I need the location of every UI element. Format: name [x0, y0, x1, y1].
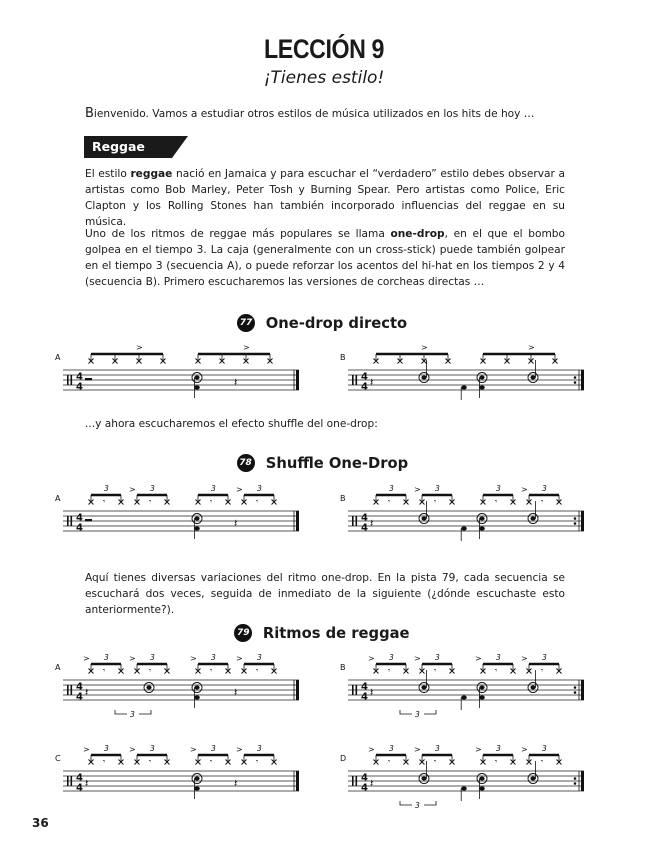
track-77-heading	[0, 310, 648, 332]
paragraph-reggae-history	[85, 166, 565, 230]
accent-mark: >	[521, 745, 528, 754]
accent-mark: >	[129, 745, 136, 754]
clef-bar	[356, 685, 358, 695]
clef-bar	[356, 776, 358, 786]
bass-drum-note	[194, 786, 200, 790]
triplet-number: 3	[257, 744, 262, 753]
clef-bar	[352, 685, 354, 695]
staff-77-b	[340, 340, 590, 400]
time-sig-bottom: 4	[76, 522, 83, 534]
triplet-number: 3	[104, 744, 109, 753]
accent-mark: >	[129, 654, 136, 663]
staff-label: B	[340, 494, 346, 503]
lesson-subtitle: ¡Tienes estilo!	[263, 68, 385, 88]
staff-79-a	[55, 647, 305, 727]
triplet-number: 3	[435, 484, 440, 493]
track-number-badge: 77	[237, 314, 255, 332]
eighth-rest: 𝄾	[210, 757, 213, 766]
quarter-rest: 𝄽	[234, 517, 238, 530]
paragraph-variations: Aquí tienes diversas variaciones del ritmo one-drop. En la pista 79, cada secuencia se escuchará dos veces, seguida de inmediato de la siguiente (¿dónde escuchaste esto anteriormente?).	[85, 572, 565, 616]
bass-drum-note	[194, 695, 200, 699]
bass-drum-note	[461, 786, 467, 790]
eighth-rest: 𝄾	[541, 757, 544, 766]
quarter-rest: 𝄽	[85, 777, 89, 790]
clef-bar	[67, 516, 69, 526]
time-sig-bottom: 4	[361, 691, 368, 703]
accent-mark: >	[414, 745, 421, 754]
triplet-number: 3	[257, 484, 262, 493]
clef-bar	[352, 375, 354, 385]
staff-label: B	[340, 663, 346, 672]
snare-note	[530, 517, 535, 521]
final-barline	[581, 680, 584, 700]
time-sig-bottom: 4	[76, 782, 83, 794]
clef-bar	[71, 516, 73, 526]
time-sig-top: 4	[361, 681, 368, 693]
staff-78-b	[340, 478, 590, 548]
eighth-rest: 𝄾	[210, 497, 213, 506]
snare-note	[421, 777, 426, 781]
intro-initial: B	[85, 106, 94, 121]
time-sig-bottom: 4	[76, 381, 83, 393]
time-sig-top: 4	[361, 512, 368, 524]
accent-mark: >	[236, 485, 243, 494]
staff-label: D	[340, 754, 347, 763]
staff-label: A	[55, 353, 61, 362]
final-barline	[296, 771, 299, 791]
accent-mark: >	[368, 654, 375, 663]
accent-mark: >	[475, 654, 482, 663]
eighth-rest: 𝄾	[495, 757, 498, 766]
bass-drum-note	[461, 526, 467, 530]
bass-drum-note	[461, 695, 467, 699]
triplet-number: 3	[435, 744, 440, 753]
track-78-heading	[0, 450, 648, 472]
accent-mark: >	[521, 654, 528, 663]
snare-note	[479, 376, 484, 380]
quarter-rest: 𝄽	[370, 517, 374, 530]
repeat-dot	[574, 782, 577, 785]
eighth-rest: 𝄾	[149, 757, 152, 766]
track-79-heading	[0, 620, 648, 642]
triplet-number: 3	[130, 710, 135, 719]
quarter-rest: 𝄽	[234, 777, 238, 790]
triplet-number: 3	[389, 653, 394, 662]
triplet-number: 3	[211, 744, 216, 753]
clef-bar	[356, 516, 358, 526]
quarter-rest: 𝄽	[234, 686, 238, 699]
para2-bold: one-drop	[390, 228, 445, 240]
accent-mark: >	[136, 343, 143, 352]
repeat-dot	[574, 777, 577, 780]
repeat-dot	[574, 686, 577, 689]
clef-bar	[352, 516, 354, 526]
bass-drum-note	[194, 385, 200, 389]
quarter-rest: 𝄽	[370, 777, 374, 790]
eighth-rest: 𝄾	[388, 757, 391, 766]
snare-note	[530, 376, 535, 380]
time-sig-top: 4	[76, 681, 83, 693]
track-number-badge: 79	[234, 624, 252, 642]
time-sig-bottom: 4	[361, 522, 368, 534]
eighth-rest: 𝄾	[103, 757, 106, 766]
snare-note	[479, 777, 484, 781]
snare-note	[194, 376, 199, 380]
snare-note	[194, 517, 199, 521]
eighth-rest: 𝄾	[149, 497, 152, 506]
track-title: One-drop directo	[265, 314, 408, 332]
final-barline	[296, 680, 299, 700]
staff-77-a	[55, 340, 305, 400]
accent-mark: >	[236, 745, 243, 754]
staff-78-a	[55, 478, 305, 548]
final-barline	[581, 370, 584, 390]
bass-drum-note	[461, 385, 467, 389]
snare-note	[530, 777, 535, 781]
snare-note	[146, 686, 151, 690]
half-rest	[85, 519, 92, 521]
time-sig-bottom: 4	[361, 782, 368, 794]
clef-bar	[356, 375, 358, 385]
bass-drum-note	[194, 526, 200, 530]
time-sig-top: 4	[76, 512, 83, 524]
final-barline	[581, 771, 584, 791]
triplet-number: 3	[435, 653, 440, 662]
repeat-dot	[574, 691, 577, 694]
time-sig-bottom: 4	[361, 381, 368, 393]
accent-mark: >	[129, 485, 136, 494]
accent-mark: >	[421, 343, 428, 352]
section-label: Reggae	[92, 139, 145, 154]
repeat-dot	[574, 381, 577, 384]
clef-bar	[71, 685, 73, 695]
eighth-rest: 𝄾	[541, 497, 544, 506]
staff-label: B	[340, 353, 346, 362]
accent-mark: >	[83, 654, 90, 663]
eighth-rest: 𝄾	[434, 497, 437, 506]
accent-mark: >	[414, 654, 421, 663]
triplet-number: 3	[104, 653, 109, 662]
bass-drum-note	[479, 526, 485, 530]
triplet-number: 3	[211, 484, 216, 493]
triplet-number: 3	[150, 484, 155, 493]
time-sig-top: 4	[361, 772, 368, 784]
triplet-number: 3	[542, 653, 547, 662]
clef-bar	[352, 776, 354, 786]
intro-text: ienvenido. Vamos a estudiar otros estilos de música utilizados en los hits de hoy …	[93, 108, 535, 120]
eighth-rest: 𝄾	[434, 757, 437, 766]
eighth-rest: 𝄾	[388, 497, 391, 506]
bass-drum-note	[479, 695, 485, 699]
repeat-dot	[574, 376, 577, 379]
accent-mark: >	[190, 745, 197, 754]
eighth-rest: 𝄾	[495, 666, 498, 675]
para1-text-a: El estilo	[85, 168, 131, 180]
eighth-rest: 𝄾	[256, 666, 259, 675]
clef-bar	[71, 776, 73, 786]
accent-mark: >	[528, 343, 535, 352]
triplet-number: 3	[257, 653, 262, 662]
time-sig-top: 4	[76, 371, 83, 383]
para2-text-a: Uno de los ritmos de reggae más populares se llama	[85, 228, 391, 240]
accent-mark: >	[190, 654, 197, 663]
triplet-number: 3	[542, 484, 547, 493]
eighth-rest: 𝄾	[541, 666, 544, 675]
snare-note	[479, 686, 484, 690]
para2-text-b: , en el que el bombo golpea en el tiempo 3. La caja (generalmente con un cross-stick) puede también golpear en el tiempo 3 (secuencia A), o puede reforzar los acentos del hi-hat en los tiempos 2 y 4 (secuencia B). Primero escucharemos las versiones de corcheas directas …	[85, 228, 565, 288]
staff-label: A	[55, 663, 61, 672]
time-sig-top: 4	[361, 371, 368, 383]
triplet-number: 3	[415, 710, 420, 719]
bass-drum-note	[479, 385, 485, 389]
snare-note	[194, 686, 199, 690]
triplet-number: 3	[104, 484, 109, 493]
intro-paragraph	[85, 106, 565, 122]
accent-mark: >	[243, 343, 250, 352]
track-title: Shuffle One-Drop	[265, 454, 408, 472]
eighth-rest: 𝄾	[495, 497, 498, 506]
staff-label: C	[55, 754, 61, 763]
snare-note	[530, 686, 535, 690]
eighth-rest: 𝄾	[103, 497, 106, 506]
triplet-number: 3	[542, 744, 547, 753]
quarter-rest: 𝄽	[370, 686, 374, 699]
final-barline	[296, 370, 299, 390]
section-heading-reggae	[84, 136, 188, 158]
triplet-number: 3	[150, 653, 155, 662]
quarter-rest: 𝄽	[85, 686, 89, 699]
bass-drum-note	[479, 786, 485, 790]
transition-text: ...y ahora escucharemos el efecto shuffle del one-drop:	[85, 418, 378, 430]
eighth-rest: 𝄾	[256, 757, 259, 766]
eighth-rest: 𝄾	[256, 497, 259, 506]
quarter-rest: 𝄽	[234, 376, 238, 389]
clef-bar	[71, 375, 73, 385]
eighth-rest: 𝄾	[149, 666, 152, 675]
snare-note	[421, 686, 426, 690]
staff-79-c	[55, 738, 305, 808]
para1-text-b: nació en Jamaica y para escuchar el “verdadero” estilo debes observar a artistas como Bob Marley, Peter Tosh y Burning Spear. Pero artistas como Police, Eric Clapton y los Rolling Stones han también incorporado influencias del reggae en su música.	[85, 168, 565, 228]
triplet-number: 3	[211, 653, 216, 662]
eighth-rest: 𝄾	[388, 666, 391, 675]
half-rest	[85, 378, 92, 380]
quarter-rest: 𝄽	[370, 376, 374, 389]
final-barline	[296, 511, 299, 531]
repeat-dot	[574, 522, 577, 525]
lesson-title: LECCIÓN 9	[264, 34, 384, 64]
clef-bar	[67, 776, 69, 786]
accent-mark: >	[236, 654, 243, 663]
page-number: 36	[32, 816, 49, 830]
clef-bar	[67, 375, 69, 385]
accent-mark: >	[475, 745, 482, 754]
snare-note	[479, 517, 484, 521]
accent-mark: >	[83, 745, 90, 754]
triplet-number: 3	[389, 484, 394, 493]
accent-mark: >	[414, 485, 421, 494]
eighth-rest: 𝄾	[434, 666, 437, 675]
snare-note	[194, 777, 199, 781]
triplet-number: 3	[496, 484, 501, 493]
snare-note	[421, 517, 426, 521]
triplet-number: 3	[389, 744, 394, 753]
clef-bar	[67, 685, 69, 695]
track-number-badge: 78	[237, 454, 255, 472]
time-sig-top: 4	[76, 772, 83, 784]
repeat-dot	[574, 517, 577, 520]
para1-bold: reggae	[130, 168, 173, 180]
staff-79-d	[340, 738, 590, 808]
accent-mark: >	[368, 745, 375, 754]
time-sig-bottom: 4	[76, 691, 83, 703]
eighth-rest: 𝄾	[210, 666, 213, 675]
triplet-number: 3	[496, 744, 501, 753]
accent-mark: >	[521, 485, 528, 494]
triplet-number: 3	[496, 653, 501, 662]
staff-label: A	[55, 494, 61, 503]
triplet-number: 3	[150, 744, 155, 753]
snare-note	[421, 376, 426, 380]
triplet-number: 3	[415, 801, 420, 808]
track-title: Ritmos de reggae	[263, 624, 410, 642]
eighth-rest: 𝄾	[103, 666, 106, 675]
final-barline	[581, 511, 584, 531]
staff-79-b	[340, 647, 590, 727]
paragraph-one-drop	[85, 226, 565, 290]
